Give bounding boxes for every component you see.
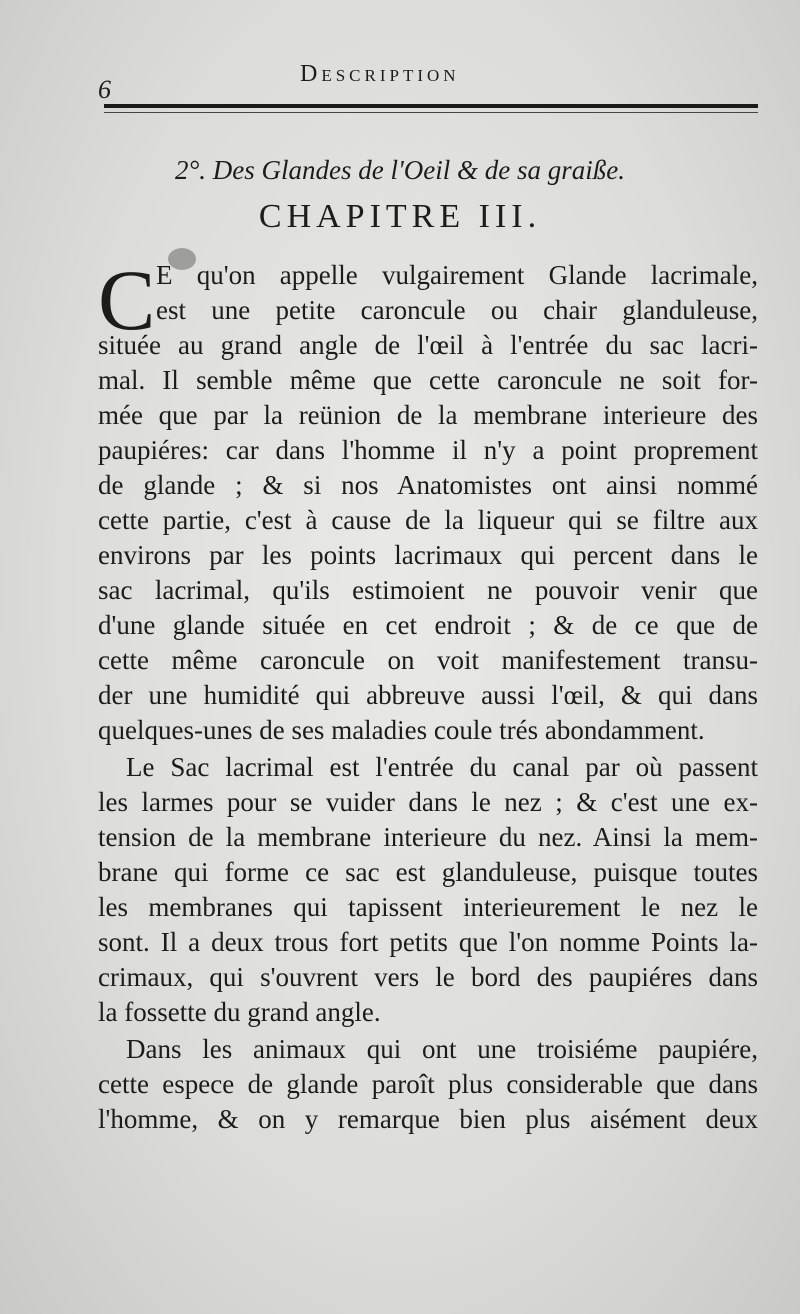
text-line: la fossette du grand angle. (98, 997, 381, 1027)
text-line: environs par les points lacrimaux qui percent dans le (98, 540, 758, 570)
text-line: mée que par la reünion de la membrane interieure des (98, 400, 758, 430)
text-line: sont. Il a deux trous fort petits que l'on nomme Points la- (98, 927, 758, 957)
text-line: les membranes qui tapissent interieurement le nez le (98, 892, 758, 922)
text-line: Dans les animaux qui ont une troisiéme paupiére, (126, 1034, 758, 1064)
body-text (98, 252, 758, 1137)
text-line: cette espece de glande paroît plus considerable que dans (98, 1069, 758, 1099)
section-heading: 2°. Des Glandes de l'Oeil & de sa graiße. (174, 155, 625, 185)
header-rule (104, 104, 758, 108)
text-line: der une humidité qui abbreuve aussi l'œil, & qui dans (98, 680, 758, 710)
running-title: Description (300, 61, 460, 87)
text-line: E qu'on appelle vulgairement Glande lacrimale, (156, 260, 758, 290)
text-line: Le Sac lacrimal est l'entrée du canal par où passent (126, 752, 758, 782)
text-line: brane qui forme ce sac est glanduleuse, puisque toutes (98, 857, 758, 887)
text-line: cette partie, c'est à cause de la liqueur qui se filtre aux (98, 505, 758, 535)
text-line: d'une glande située en cet endroit ; & de ce que de (98, 610, 758, 640)
text-line: mal. Il semble même que cette caroncule ne soit for- (98, 365, 758, 395)
chapter-heading: CHAPITRE III. (258, 198, 542, 235)
text-line: située au grand angle de l'œil à l'entrée du sac lacri- (98, 330, 758, 360)
text-line: paupiéres: car dans l'homme il n'y a point proprement (98, 435, 758, 465)
paragraph-3 (98, 1032, 758, 1137)
text-line: cette même caroncule on voit manifestement transu- (98, 645, 758, 675)
page-number: 6 (98, 75, 111, 104)
text-line: crimaux, qui s'ouvrent vers le bord des paupiéres dans (98, 962, 758, 992)
text-line: est une petite caroncule ou chair glanduleuse, (156, 295, 758, 325)
paragraph-2 (98, 750, 758, 1030)
drop-cap: C (98, 252, 156, 348)
text-line: sac lacrimal, qu'ils estimoient ne pouvoir venir que (98, 575, 758, 605)
text-line: les larmes pour se vuider dans le nez ; & c'est une ex- (98, 787, 758, 817)
header-rule-thin (104, 112, 758, 113)
text-line: tension de la membrane interieure du nez. Ainsi la mem- (98, 822, 758, 852)
paragraph-1 (98, 252, 758, 748)
page-header (0, 55, 800, 104)
text-line: de glande ; & si nos Anatomistes ont ainsi nommé (98, 470, 758, 500)
text-line: l'homme, & on y remarque bien plus aisément deux (98, 1104, 758, 1134)
text-line: quelques-unes de ses maladies coule trés abondamment. (98, 715, 705, 745)
